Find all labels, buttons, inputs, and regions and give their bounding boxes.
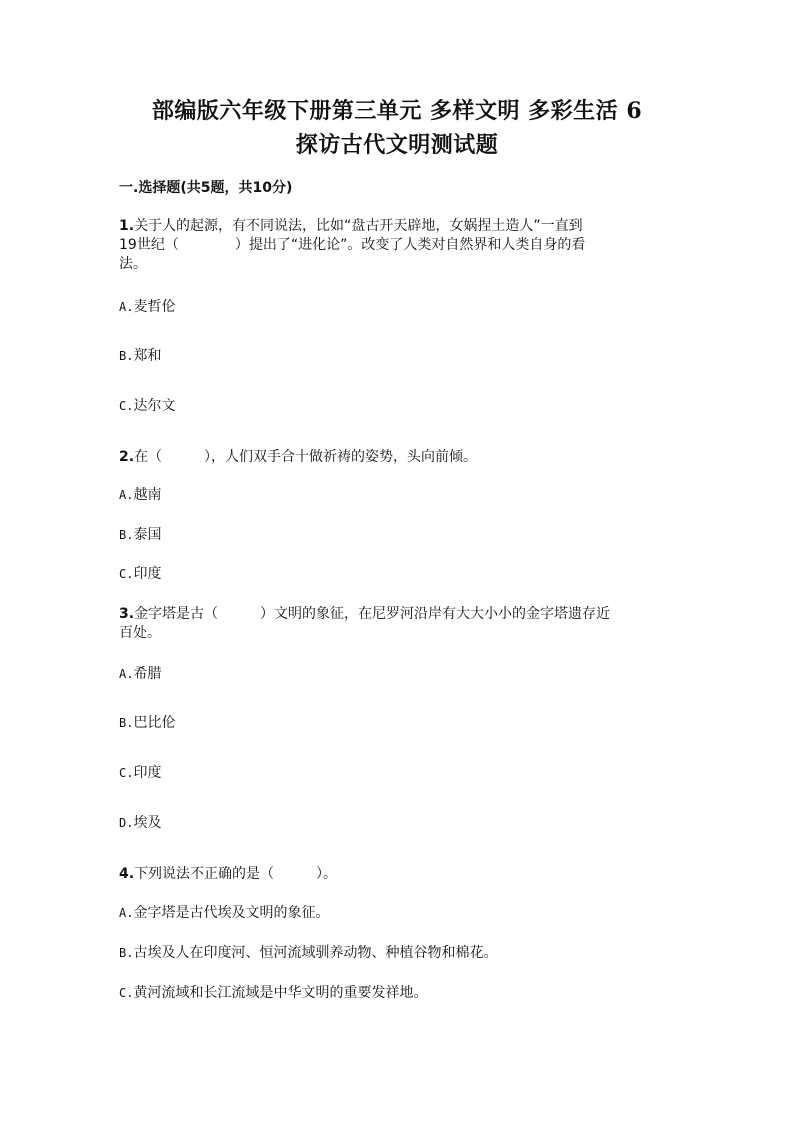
option-text: 巴比伦 [133, 715, 176, 731]
option-text: 郑和 [133, 348, 162, 364]
option-text: 越南 [133, 487, 162, 503]
option-letter: B. [119, 946, 134, 960]
option-letter: A. [119, 906, 134, 920]
option-text: 印度 [133, 765, 162, 781]
option-letter: C. [119, 766, 134, 780]
option-text: 印度 [133, 566, 162, 582]
option-letter: C. [119, 399, 134, 413]
option-letter: C. [119, 567, 134, 581]
option-text: 古埃及人在印度河、恒河流域驯养动物、种植谷物和棉花。 [133, 945, 498, 961]
option-text: 埃及 [133, 815, 162, 831]
question-text-line: 19世纪（ ）提出了“进化论”。改变了人类对自然界和人类自身的看 [119, 237, 586, 253]
question-4 [119, 865, 679, 884]
question-2-option-c [119, 565, 161, 584]
section-heading: 一.选择题(共5题，共10分) [119, 180, 293, 196]
question-2-option-b [119, 526, 161, 545]
option-text: 泰国 [133, 527, 162, 543]
option-text: 达尔文 [133, 398, 176, 414]
question-text-line: 百处。 [119, 625, 161, 641]
question-1-option-b [119, 347, 161, 366]
question-2-option-a [119, 486, 161, 505]
question-3-option-c [119, 764, 161, 783]
question-text-line: 在（ ），人们双手合十做祈祷的姿势，头向前倾。 [134, 449, 478, 465]
option-text: 黄河流域和长江流域是中华文明的重要发祥地。 [133, 985, 428, 1001]
option-text: 金字塔是古代埃及文明的象征。 [133, 905, 330, 921]
option-letter: A. [119, 300, 134, 314]
option-letter: B. [119, 716, 134, 730]
option-letter: C. [119, 986, 134, 1000]
question-3-option-b [119, 714, 175, 733]
question-text-line: 关于人的起源，有不同说法，比如“盘古开天辟地，女娲捏土造人”一直到 [134, 218, 583, 234]
question-number: 3. [119, 606, 135, 622]
option-letter: B. [119, 528, 134, 542]
question-3-option-a [119, 665, 161, 684]
question-text-line: 金字塔是古（ ）文明的象征，在尼罗河沿岸有大大小小的金字塔遗存近 [134, 606, 611, 622]
document-title-line-2: 探访古代文明测试题 [295, 132, 499, 158]
question-1-option-a [119, 298, 175, 317]
question-number: 4. [119, 866, 135, 882]
option-letter: A. [119, 667, 134, 681]
option-letter: D. [119, 816, 134, 830]
option-letter: A. [119, 488, 134, 502]
option-text: 希腊 [133, 666, 162, 682]
option-letter: B. [119, 349, 134, 363]
question-4-option-c [119, 984, 427, 1003]
document-title-line-1: 部编版六年级下册第三单元 多样文明 多彩生活 6 [151, 98, 643, 124]
question-3 [119, 605, 679, 643]
question-4-option-b [119, 944, 497, 963]
question-number: 1. [119, 218, 135, 234]
question-text-line: 下列说法不正确的是（ ）。 [134, 866, 338, 882]
question-number: 2. [119, 449, 135, 465]
question-3-option-d [119, 814, 161, 833]
question-4-option-a [119, 904, 329, 923]
question-text-line: 法。 [119, 256, 147, 272]
question-1-option-c [119, 397, 175, 416]
question-2 [119, 448, 679, 467]
question-1 [119, 217, 679, 274]
option-text: 麦哲伦 [133, 299, 176, 315]
